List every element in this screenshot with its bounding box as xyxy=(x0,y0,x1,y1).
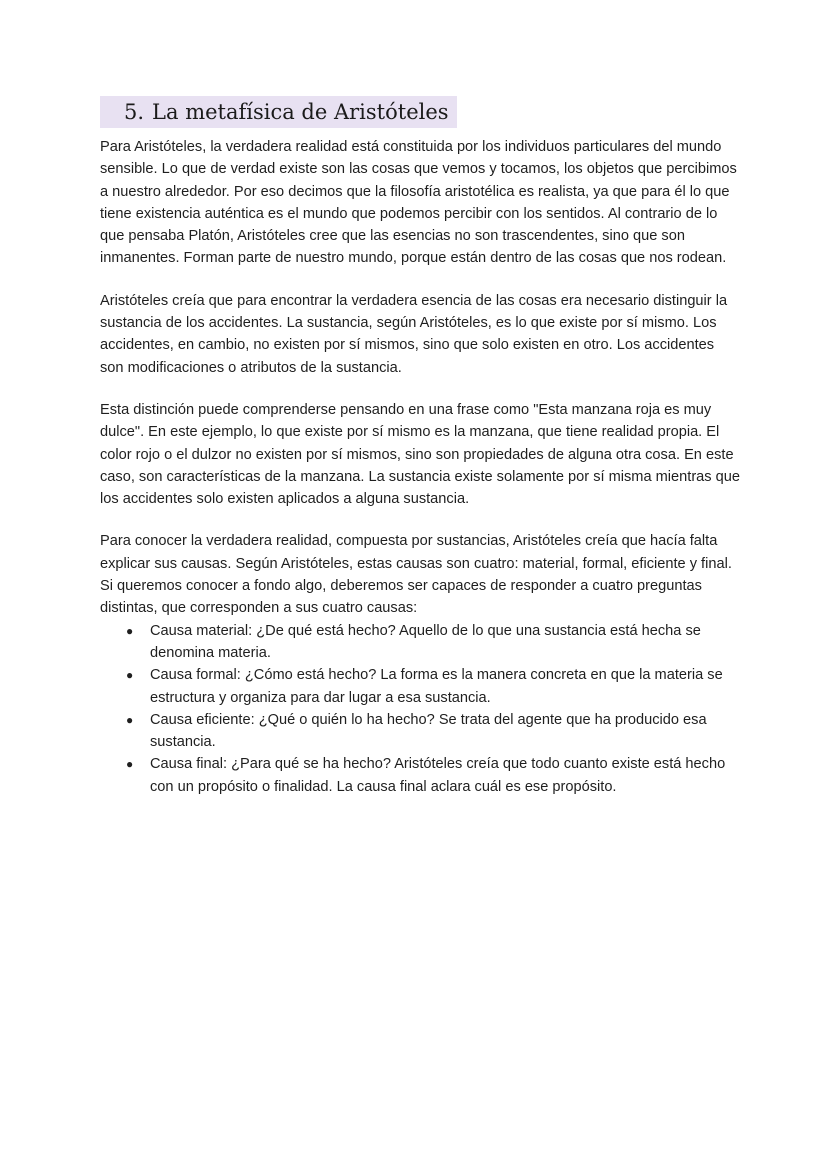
list-item-text: Causa material: ¿De qué está hecho? Aquello de lo que una sustancia está hecha se denomina materia. xyxy=(150,622,701,661)
list-item-causa-material xyxy=(100,620,740,665)
list-item-causa-final xyxy=(100,753,740,798)
list-item-causa-eficiente xyxy=(100,709,740,754)
section-number: 5. xyxy=(124,100,145,124)
list-item-text: Causa eficiente: ¿Qué o quién lo ha hecho? Se trata del agente que ha producido esa sustancia. xyxy=(150,711,707,751)
list-item-causa-formal xyxy=(100,664,740,709)
bullet-icon: ● xyxy=(126,668,134,683)
bullet-icon: ● xyxy=(126,712,134,727)
list-item-text: Causa final: ¿Para qué se ha hecho? Aristóteles creía que todo cuanto existe está hecho con un propósito o finalidad. La causa final aclara cuál es ese propósito. xyxy=(150,756,726,795)
section-heading xyxy=(100,96,457,128)
paragraph-ejemplo-manzana: Esta distinción puede comprenderse pensando en una frase como "Esta manzana roja es muy dulce". En este ejemplo, lo que existe por sí mismo es la manzana, que tiene realidad propia. El color rojo o el dulzor no existen por sí mismos, sino son propiedades de alguna otra cosa. En este caso, son características de la manzana. La sustancia existe solamente por sí misma mientras que los accidentes solo existen aplicados a alguna sustancia. xyxy=(100,401,740,508)
paragraph-realidad: Para Aristóteles, la verdadera realidad está constituida por los individuos particulares del mundo sensible. Lo que de verdad existe son las cosas que vemos y tocamos, los objetos que percibimos a nuestro alrededor. Por eso decimos que la filosofía aristotélica es realista, ya que para él lo que tiene existencia auténtica es el mundo que podemos percibir con los sentidos. Al contrario de lo que pensaba Platón, Aristóteles cree que las esencias no son trascendentes, sino que son inmanentes. Forman parte de nuestro mundo, porque están dentro de las cosas que nos rodean. xyxy=(100,139,737,267)
causes-list xyxy=(100,620,740,798)
list-item-text: Causa formal: ¿Cómo está hecho? La forma es la manera concreta en que la materia se estructura y organiza para dar lugar a esa sustancia. xyxy=(150,667,723,706)
section-title: La metafísica de Aristóteles xyxy=(152,100,449,124)
paragraph-causas-intro: Para conocer la verdadera realidad, compuesta por sustancias, Aristóteles creía que hacía falta explicar sus causas. Según Aristóteles, estas causas son cuatro: material, formal, eficiente y final. Si queremos conocer a fondo algo, deberemos ser capaces de responder a cuatro preguntas distintas, que corresponden a sus cuatro causas: xyxy=(100,533,732,617)
bullet-icon: ● xyxy=(126,757,134,772)
paragraph-sustancia-accidentes: Aristóteles creía que para encontrar la verdadera esencia de las cosas era necesario distinguir la sustancia de los accidentes. La sustancia, según Aristóteles, es lo que existe por sí mismo. Los accidentes, en cambio, no existen por sí mismos, sino que solo existen en otro. Los accidentes son modificaciones o atributos de la sustancia. xyxy=(100,292,728,376)
document-content xyxy=(100,96,740,798)
bullet-icon: ● xyxy=(126,623,134,638)
